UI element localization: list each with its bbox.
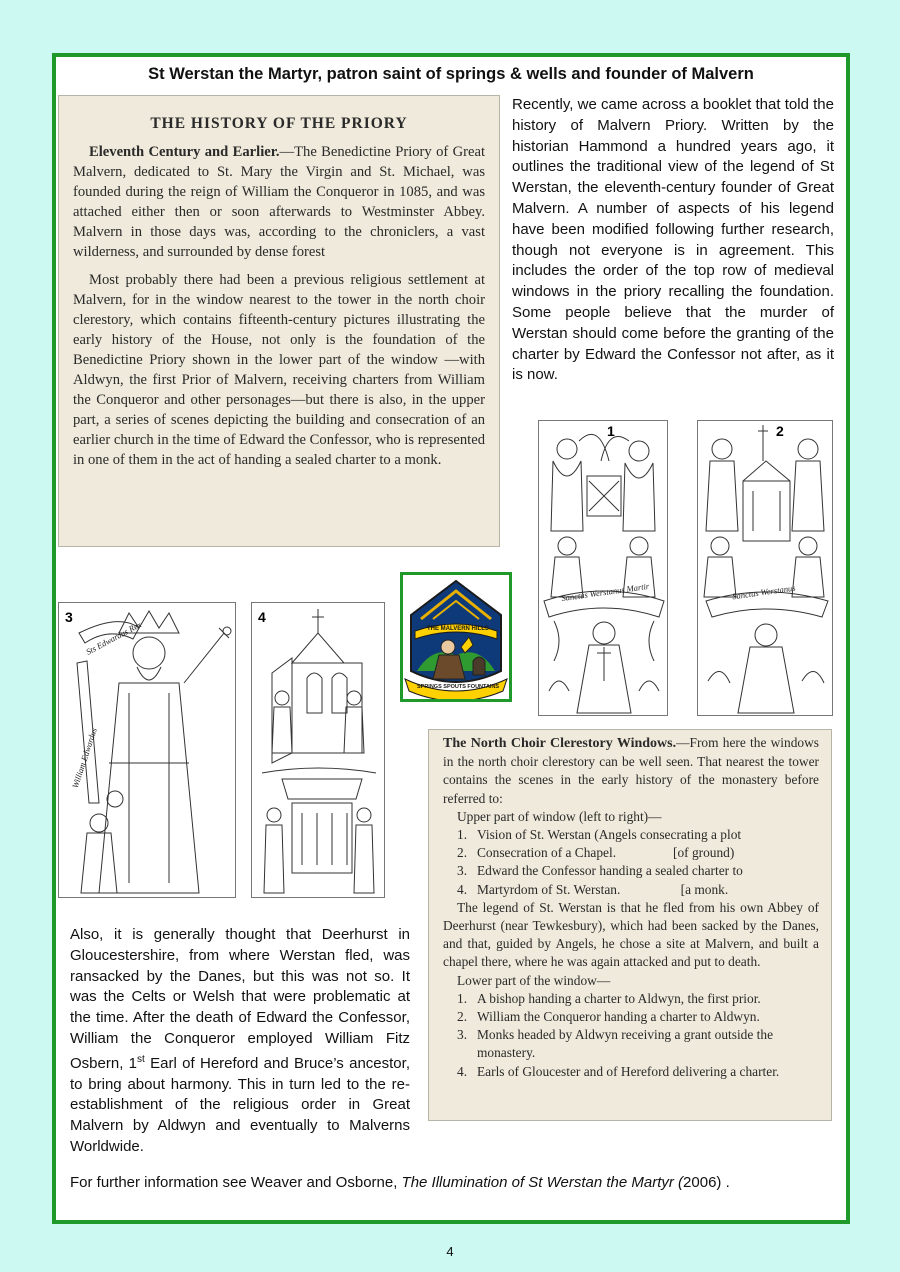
history-para-1-lead: Eleventh Century and Earlier. [89,144,280,160]
panel-4-drawing [252,603,385,898]
panel-number-1: 1 [607,423,615,439]
clerestory-intro [443,734,819,808]
lower-item-2 [457,1008,819,1026]
upper-part-label: Upper part of window (left to right)— [457,808,662,824]
further-info [70,1173,830,1194]
lower-item-number: 4. [457,1063,468,1079]
panel-number-4: 4 [258,609,266,625]
history-para-1 [73,142,485,262]
book-title: The Illumination of St Werstan the Martyr ( [401,1174,684,1191]
lower-item-number: 1. [457,990,468,1006]
history-scan [58,95,500,547]
clerestory-intro-text: —From here the windows in the north choir clerestory can be well seen. That nearest the tower contains the scenes in the early history of the monastery before referred to: [443,735,819,806]
lower-item-text: Earls of Gloucester and of Hereford delivering a charter. [477,1063,780,1079]
history-heading: THE HISTORY OF THE PRIORY [150,115,408,132]
panel-3-scroll-side: William Edwardus [69,726,99,790]
lower-items-list [443,990,819,1081]
clerestory-heading: The North Choir Clerestory Windows. [443,736,677,751]
badge-top-text: THE MALVERN HILLS [427,626,489,632]
upper-item-3 [457,862,819,880]
clerestory-scan [428,729,832,1121]
window-panel-4 [251,602,385,898]
panel-1-scroll: Sanctus Werstanus Martir [560,580,650,604]
further-info-prefix: For further information see Weaver and Osborne, [70,1174,402,1191]
legend-paragraph: The legend of St. Werstan is that he fled from his own Abbey of Deerhurst (near Tewkesbury), which had been sacked by the Danes, and that, guided by Angels, he chose a site at Malvern, and built a chapel there, where he was again attacked and put to death. [443,899,819,970]
panel-3-scroll-top: Sts Edwardus Rex [84,619,143,657]
history-para-2: Most probably there had been a previous religious settlement at Malvern, for in the window nearest to the tower in the north choir clerestory, which contains fifteenth-century pictures illustrating the early history of the House, not only is the foundation of the Benedictine Priory shown in the lower part of the window —with Aldwyn, the first Prior of Malvern, receiving charters from William the Conqueror and other personages—but there is also, in the upper part, a series of scenes depicting the building and consecration of an earlier church in the time of Edward the Confessor, who is represented in one of them in the act of handing a sealed charter to a monk. [73,272,485,468]
upper-item-2 [457,844,819,862]
upper-item-4 [457,881,819,899]
panel-2-scroll: Sanctus Werstanus [731,582,797,602]
panel-2-drawing [698,421,833,716]
lower-item-text: William the Conqueror handing a charter to Aldwyn. [477,1009,760,1025]
intro-paragraph: Recently, we came across a booklet that told the history of Malvern Priory. Written by the historian Hammond a hundred years ago, it outlines the traditional view of the legend of St Werstan, the eleventh-century founder of Great Malvern. A number of aspects of his legend have been modified following further research, though not everyone is in agreement. This includes the order of the top row of medieval windows in the priory recalling the foundation. Some people believe that the murder of Werstan should come before the granting of the charter by Edward the Confessor not after, as it is now. [512,96,834,384]
panel-1-drawing [539,421,668,716]
window-panel-3 [58,602,236,898]
lower-item-3 [457,1026,819,1062]
panel-number-3: 3 [65,609,73,625]
lower-item-1 [457,990,819,1008]
lower-item-4 [457,1063,819,1081]
upper-item-text: Consecration of a Chapel. [of ground) [477,845,735,861]
page-number: 4 [446,1244,454,1259]
upper-items-list [443,826,819,899]
upper-item-1 [457,826,819,844]
bottom-paragraph-part-2: Earl of Hereford and Bruce’s ancestor, to bring about harmony. This in turn led to the re-establishment of the religious order in Great Malvern by Aldwyn and eventually to Malverns Worldwide. [70,1054,410,1155]
upper-item-number: 3. [457,863,468,879]
lower-item-number: 2. [457,1009,468,1025]
history-para-1-text: —The Benedictine Priory of Great Malvern, dedicated to St. Mary the Virgin and St. Michael, was founded during the reign of William the Conqueror in 1085, and was attached either then or soon afterwards to Westminster Abbey. Malvern in those days was, according to the chroniclers, a vast wilderness, and surrounded by dense forest [73,144,485,260]
upper-item-number: 2. [457,845,468,861]
lower-part-label: Lower part of the window— [457,972,611,988]
bottom-paragraph [70,925,410,1158]
upper-item-text: Martyrdom of St. Werstan. [a monk. [477,881,729,897]
article-title: St Werstan the Martyr, patron saint of springs & wells and founder of Malvern [148,65,754,83]
article-frame [52,53,850,1224]
upper-item-text: Vision of St. Werstan (Angels consecrating a plot [477,827,742,843]
upper-item-text: Edward the Confessor handing a sealed charter to [477,863,743,879]
window-panel-2 [697,420,833,716]
superscript-st: st [137,1053,145,1065]
upper-item-number: 4. [457,881,468,897]
lower-item-text: Monks headed by Aldwyn receiving a grant outside the monastery. [477,1027,774,1061]
upper-item-number: 1. [457,827,468,843]
lower-item-number: 3. [457,1027,468,1043]
further-info-suffix: 2006) . [683,1174,730,1191]
malvern-badge-art [403,575,509,699]
malvern-hills-badge [400,572,512,702]
badge-ribbon-text: SPRINGS SPOUTS FOUNTAINS [417,684,500,690]
window-panel-1 [538,420,668,716]
lower-item-text: A bishop handing a charter to Aldwyn, the first prior. [477,990,761,1006]
bottom-paragraph-part-1: Also, it is generally thought that Deerhurst in Gloucestershire, from where Werstan fled, was ransacked by the Danes, but this was not so. It was the Celts or Welsh that were problematic at the time. After the death of Edward the Confessor, William the Conqueror employed William Fitz Osbern, 1 [70,926,410,1072]
panel-number-2: 2 [776,423,784,439]
